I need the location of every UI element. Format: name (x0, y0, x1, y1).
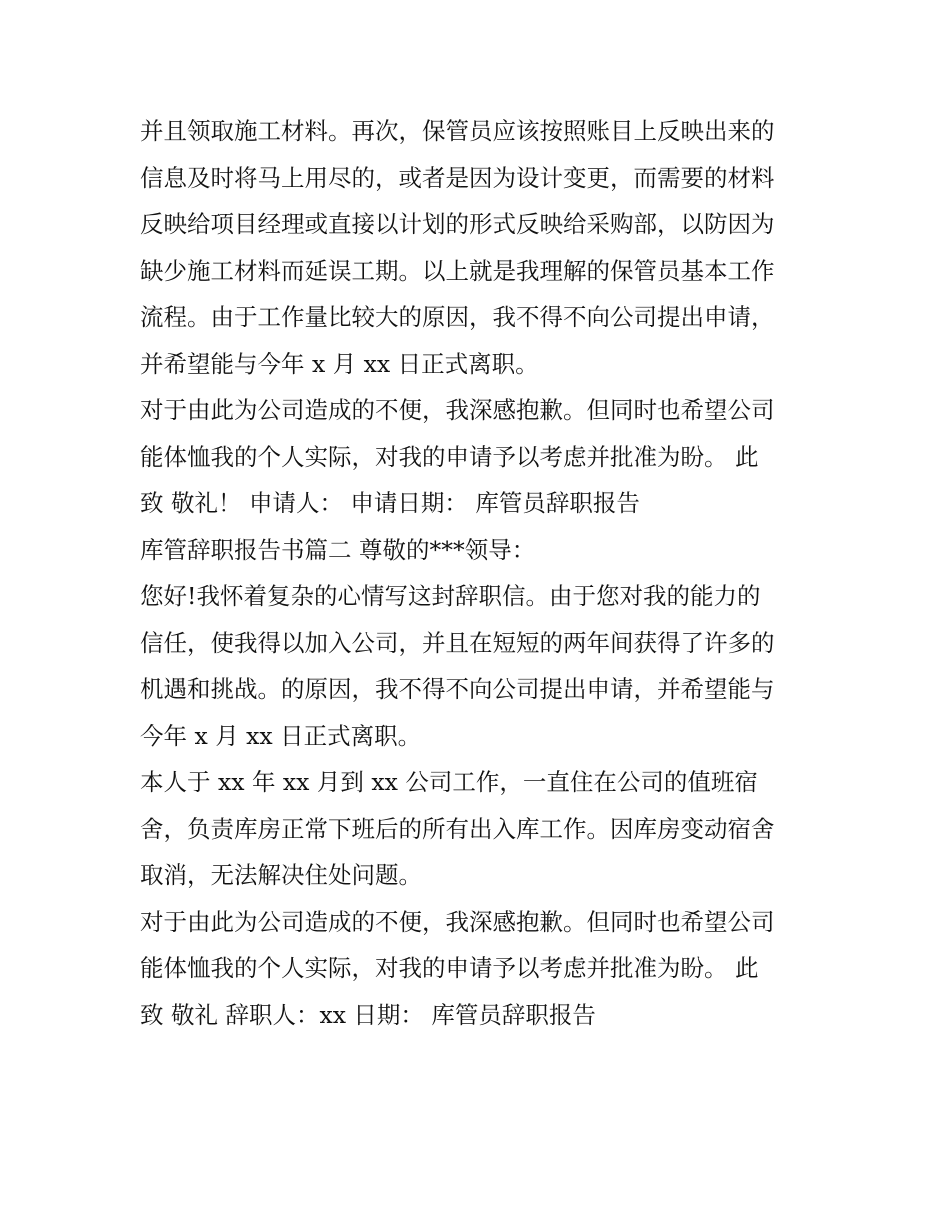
text-line: 流程。由于工作量比较大的原因，我不得不向公司提出申请， (140, 303, 775, 331)
text-line: 反映给项目经理或直接以计划的形式反映给采购部，以防因为 (140, 210, 775, 238)
text-line: 机遇和挑战。的原因，我不得不向公司提出申请，并希望能与 (140, 675, 775, 703)
text-line: 本人于 xx 年 xx 月到 xx 公司工作，一直住在公司的值班宿 (140, 768, 758, 796)
text-line: 对于由此为公司造成的不便，我深感抱歉。但同时也希望公司 (140, 396, 775, 424)
text-line: 致 敬礼 辞职人：xx 日期： 库管员辞职报告 (140, 1000, 596, 1029)
text-line: 信任，使我得以加入公司，并且在短短的两年间获得了许多的 (140, 628, 775, 657)
text-line: 并且领取施工材料。再次，保管员应该按照账目上反映出来的 (140, 117, 775, 145)
text-line: 舍，负责库房正常下班后的所有出入库工作。因库房变动宿舍 (140, 814, 775, 843)
text-line: 能体恤我的个人实际，对我的申请予以考虑并批准为盼。 此 (140, 442, 759, 471)
section-heading-line: 库管辞职报告书篇二 尊敬的***领导： (140, 535, 536, 564)
text-line: 能体恤我的个人实际，对我的申请予以考虑并批准为盼。 此 (140, 954, 759, 982)
text-line: 信息及时将马上用尽的，或者是因为设计变更，而需要的材料 (140, 163, 775, 192)
text-line: 您好!我怀着复杂的心情写这封辞职信。由于您对我的能力的 (140, 582, 761, 610)
text-line: 致 敬礼！ 申请人： 申请日期： 库管员辞职报告 (140, 489, 640, 517)
text-line: 取消，无法解决住处问题。 (140, 861, 422, 889)
text-line: 对于由此为公司造成的不便，我深感抱歉。但同时也希望公司 (140, 907, 775, 936)
text-line: 并希望能与今年 x 月 xx 日正式离职。 (140, 349, 539, 378)
document-body (140, 108, 820, 1038)
text-line: 今年 x 月 xx 日正式离职。 (140, 721, 422, 750)
text-line: 缺少施工材料而延误工期。以上就是我理解的保管员基本工作 (140, 256, 775, 285)
